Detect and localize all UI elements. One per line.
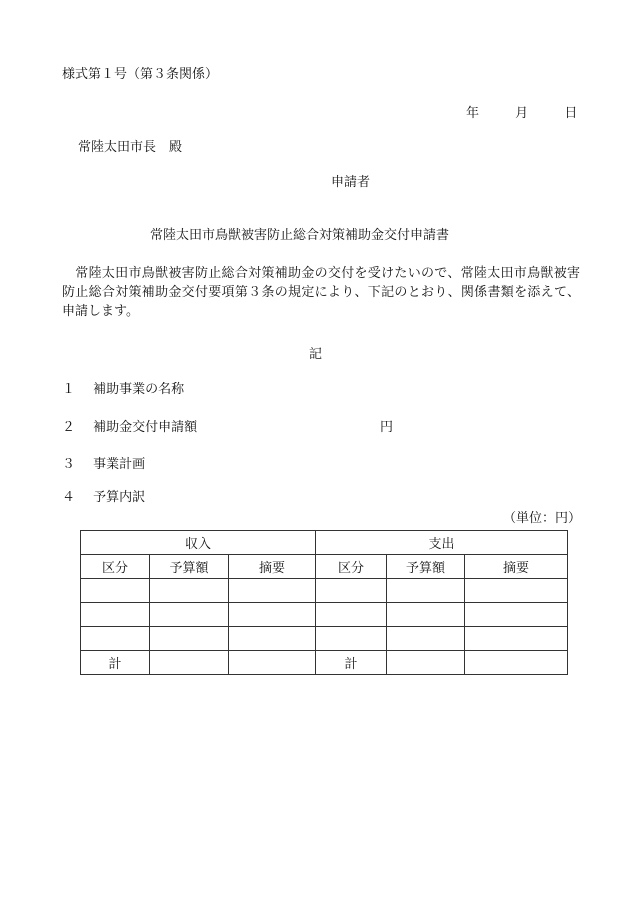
expense-category-header: 区分 bbox=[316, 555, 387, 579]
table-cell bbox=[150, 651, 229, 675]
expense-header: 支出 bbox=[316, 531, 568, 555]
table-cell bbox=[150, 603, 229, 627]
item-4 bbox=[62, 490, 145, 506]
item-number: ４ bbox=[62, 490, 76, 505]
table-column-row bbox=[81, 555, 568, 579]
item-label: 補助事業の名称 bbox=[93, 382, 185, 397]
body-paragraph: 常陸太田市鳥獣被害防止総合対策補助金の交付を受けたいので、常陸太田市鳥獣被害防止総合対策補助金交付要項第３条の規定により、下記のとおり、関係書類を添えて、申請します。 bbox=[62, 266, 580, 319]
table-cell bbox=[316, 603, 387, 627]
table-cell bbox=[387, 579, 465, 603]
income-remarks-header: 摘要 bbox=[229, 555, 316, 579]
document-title: 常陸太田市鳥獣被害防止総合対策補助金交付申請書 bbox=[150, 228, 450, 243]
expense-total-label: 計 bbox=[316, 651, 387, 675]
table-cell bbox=[465, 603, 568, 627]
item-label: 事業計画 bbox=[93, 457, 146, 472]
ki-heading: 記 bbox=[309, 347, 323, 362]
table-cell bbox=[316, 627, 387, 651]
table-cell bbox=[150, 579, 229, 603]
table-row bbox=[81, 603, 568, 627]
expense-budget-header: 予算額 bbox=[387, 555, 465, 579]
table-cell bbox=[81, 579, 150, 603]
date-year: 年 bbox=[466, 106, 480, 121]
table-row bbox=[81, 579, 568, 603]
item-2 bbox=[62, 420, 197, 436]
date-line bbox=[466, 106, 577, 122]
income-total-label: 計 bbox=[81, 651, 150, 675]
item-3 bbox=[62, 457, 145, 473]
table-cell bbox=[387, 603, 465, 627]
table-cell bbox=[229, 603, 316, 627]
item-number: ３ bbox=[62, 457, 76, 472]
item-number: ２ bbox=[62, 420, 76, 435]
table-cell bbox=[387, 627, 465, 651]
item-label: 補助金交付申請額 bbox=[93, 420, 198, 435]
form-number: 様式第１号（第３条関係） bbox=[62, 67, 219, 82]
table-cell bbox=[229, 627, 316, 651]
table-cell bbox=[229, 651, 316, 675]
date-month: 月 bbox=[515, 106, 529, 121]
item-label: 予算内訳 bbox=[93, 490, 146, 505]
table-cell bbox=[150, 627, 229, 651]
item-1 bbox=[62, 382, 184, 398]
date-day: 日 bbox=[564, 106, 578, 121]
applicant-label: 申請者 bbox=[331, 175, 371, 190]
income-category-header: 区分 bbox=[81, 555, 150, 579]
table-row bbox=[81, 627, 568, 651]
table-cell bbox=[81, 603, 150, 627]
unit-note: （単位：円） bbox=[503, 511, 582, 526]
expense-remarks-header: 摘要 bbox=[465, 555, 568, 579]
table-cell bbox=[387, 651, 465, 675]
table-cell bbox=[465, 627, 568, 651]
table-cell bbox=[229, 579, 316, 603]
income-budget-header: 予算額 bbox=[150, 555, 229, 579]
table-cell bbox=[81, 627, 150, 651]
table-total-row bbox=[81, 651, 568, 675]
addressee: 常陸太田市長 殿 bbox=[78, 140, 183, 155]
amount-unit: 円 bbox=[380, 420, 394, 435]
income-header: 収入 bbox=[81, 531, 316, 555]
table-cell bbox=[465, 579, 568, 603]
table-cell bbox=[316, 579, 387, 603]
table-cell bbox=[465, 651, 568, 675]
item-number: １ bbox=[62, 382, 76, 397]
table-header-row bbox=[81, 531, 568, 555]
budget-table bbox=[80, 530, 568, 675]
